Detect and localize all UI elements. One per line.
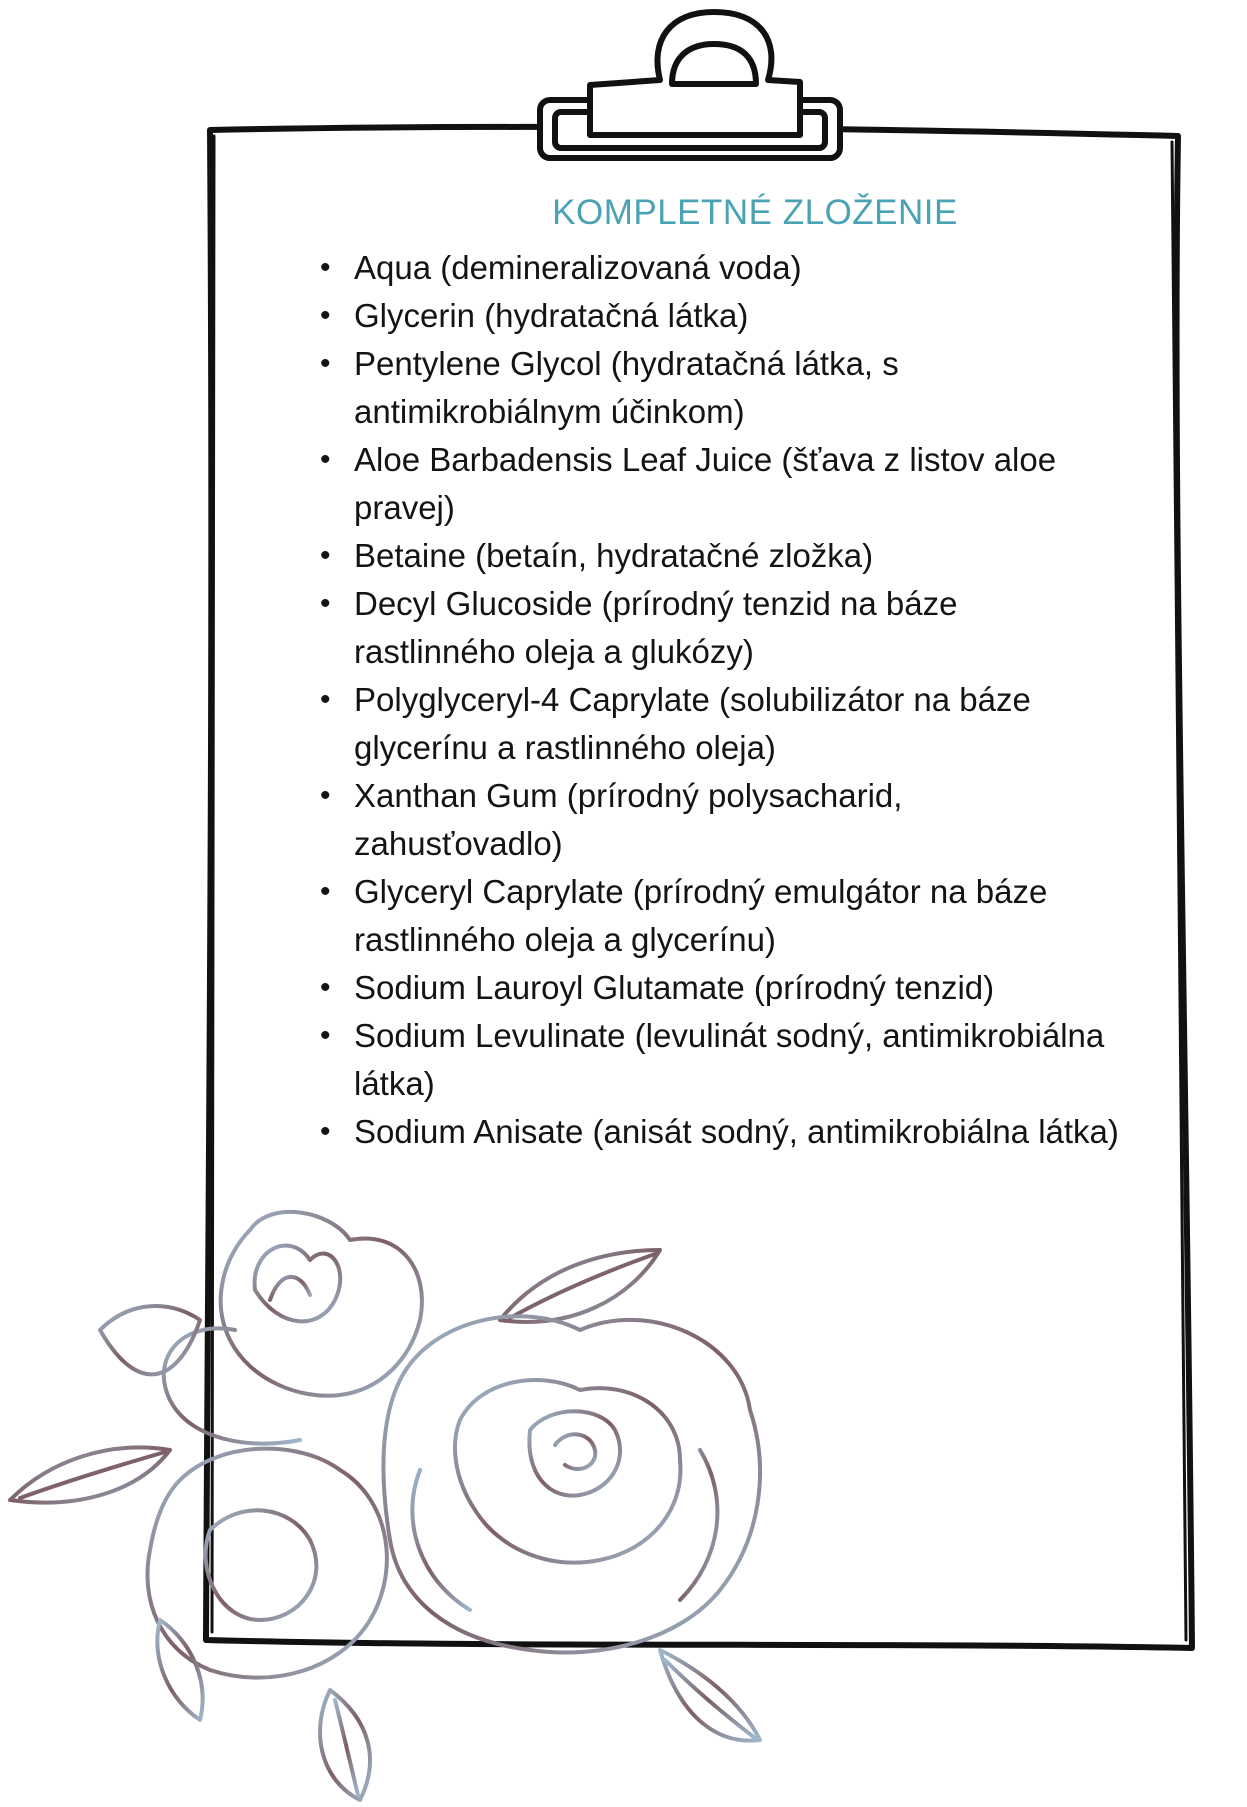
list-item: • Aloe Barbadensis Leaf Juice (šťava z listov aloe pravej) <box>320 436 1120 532</box>
ingredients-panel <box>320 188 1120 1156</box>
list-item: • Glycerin (hydratačná látka) <box>320 292 1120 340</box>
ingredient-list <box>320 244 1120 1156</box>
page-title: KOMPLETNÉ ZLOŽENIE <box>552 193 958 232</box>
list-item: • Betaine (betaín, hydratačné zložka) <box>320 532 1120 580</box>
list-item: • Sodium Anisate (anisát sodný, antimikrobiálna látka) <box>320 1108 1120 1156</box>
list-item: • Decyl Glucoside (prírodný tenzid na báze rastlinného oleja a glukózy) <box>320 580 1120 676</box>
list-item: • Glyceryl Caprylate (prírodný emulgátor na báze rastlinného oleja a glycerínu) <box>320 868 1120 964</box>
list-item: • Aqua (demineralizovaná voda) <box>320 244 1120 292</box>
rose-illustration-icon <box>10 1212 760 1800</box>
list-item: • Sodium Lauroyl Glutamate (prírodný tenzid) <box>320 964 1120 1012</box>
list-item: • Sodium Levulinate (levulinát sodný, antimikrobiálna látka) <box>320 1012 1120 1108</box>
list-item: • Polyglyceryl-4 Caprylate (solubilizátor na báze glycerínu a rastlinného oleja) <box>320 676 1120 772</box>
list-item: • Xanthan Gum (prírodný polysacharid, zahusťovadlo) <box>320 772 1120 868</box>
clipboard-clip-icon <box>540 12 840 158</box>
list-item: • Pentylene Glycol (hydratačná látka, s antimikrobiálnym účinkom) <box>320 340 1120 436</box>
